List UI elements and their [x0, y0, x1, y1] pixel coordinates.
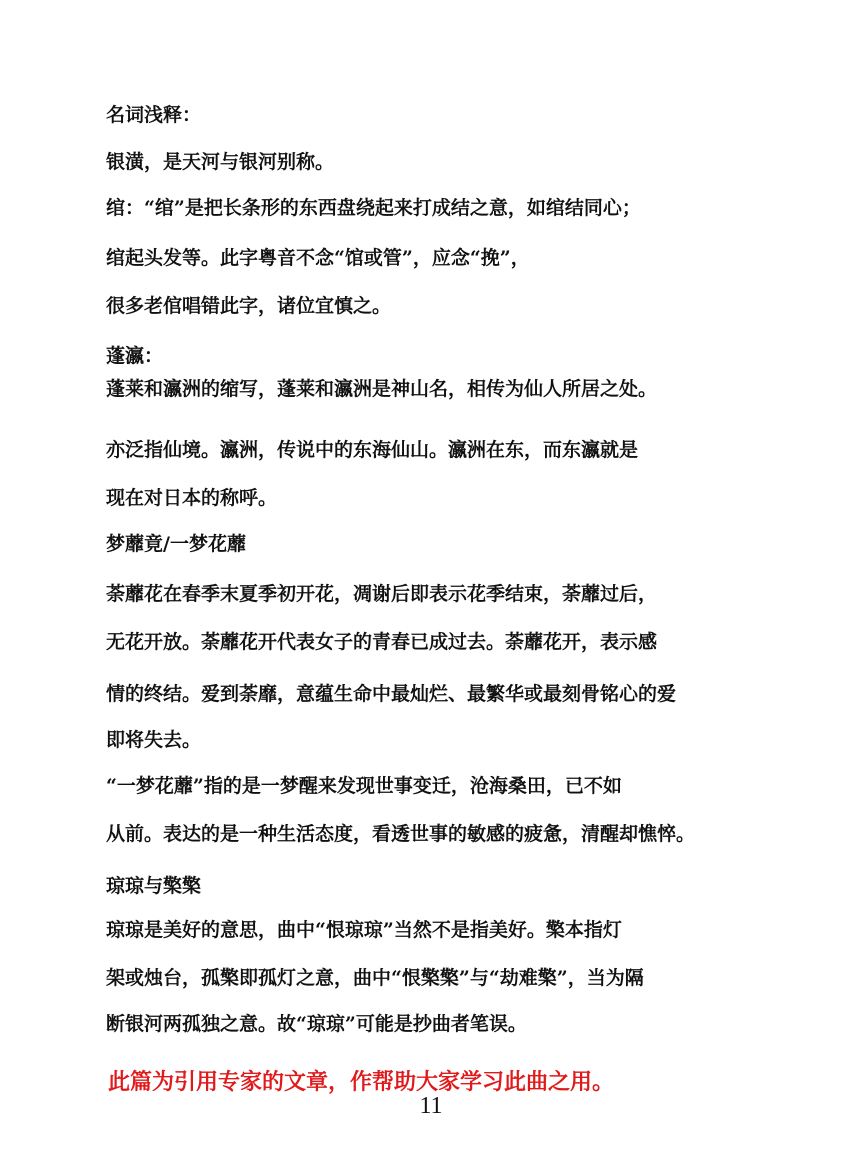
body-line: 银潢，是天河与银河别称。	[106, 151, 335, 173]
body-line: 无花开放。荼蘼花开代表女子的青春已成过去。荼蘼花开，表示感	[106, 631, 658, 653]
term-heading: 梦蘼竟/一梦花蘼	[106, 533, 246, 555]
body-line: 现在对日本的称呼。	[106, 487, 278, 509]
body-line: 即将失去。	[106, 729, 202, 751]
body-line: 琼琼是美好的意思，曲中“恨琼琼”当然不是指美好。檠本指灯	[106, 919, 622, 941]
term-heading: 蓬瀛：	[106, 345, 164, 367]
body-line: 绾：“绾”是把长条形的东西盘绕起来打成结之意，如绾结同心；	[106, 197, 641, 219]
body-line: 绾起头发等。此字粤音不念“馆或管”，应念“挽”，	[106, 247, 530, 269]
body-line: 很多老倌唱错此字，诸位宜慎之。	[106, 295, 392, 317]
body-line: 荼蘼花在春季末夏季初开花，凋谢后即表示花季结束，荼蘼过后，	[106, 583, 658, 605]
section-heading-glossary: 名词浅释：	[106, 104, 202, 126]
body-line: 情的终结。爱到荼靡，意蕴生命中最灿烂、最繁华或最刻骨铭心的爱	[106, 683, 677, 705]
body-line: 蓬莱和瀛洲的缩写，蓬莱和瀛洲是神山名，相传为仙人所居之处。	[106, 378, 658, 400]
body-line: “一梦花蘼”指的是一梦醒来发现世事变迁，沧海桑田，已不如	[106, 775, 622, 797]
body-line: 断银河两孤独之意。故“琼琼”可能是抄曲者笔误。	[106, 1013, 527, 1035]
body-line: 架或烛台，孤檠即孤灯之意，曲中“恨檠檠”与“劫难檠”，当为隔	[106, 967, 644, 989]
body-line: 从前。表达的是一种生活态度，看透世事的敏感的疲惫，清醒却憔悴。	[106, 823, 696, 845]
body-line: 亦泛指仙境。瀛洲，传说中的东海仙山。瀛洲在东，而东瀛就是	[106, 439, 639, 461]
page-number: 11	[419, 1093, 443, 1119]
term-heading: 琼琼与檠檠	[106, 875, 202, 897]
citation-note: 此篇为引用专家的文章，作帮助大家学习此曲之用。	[108, 1069, 615, 1095]
